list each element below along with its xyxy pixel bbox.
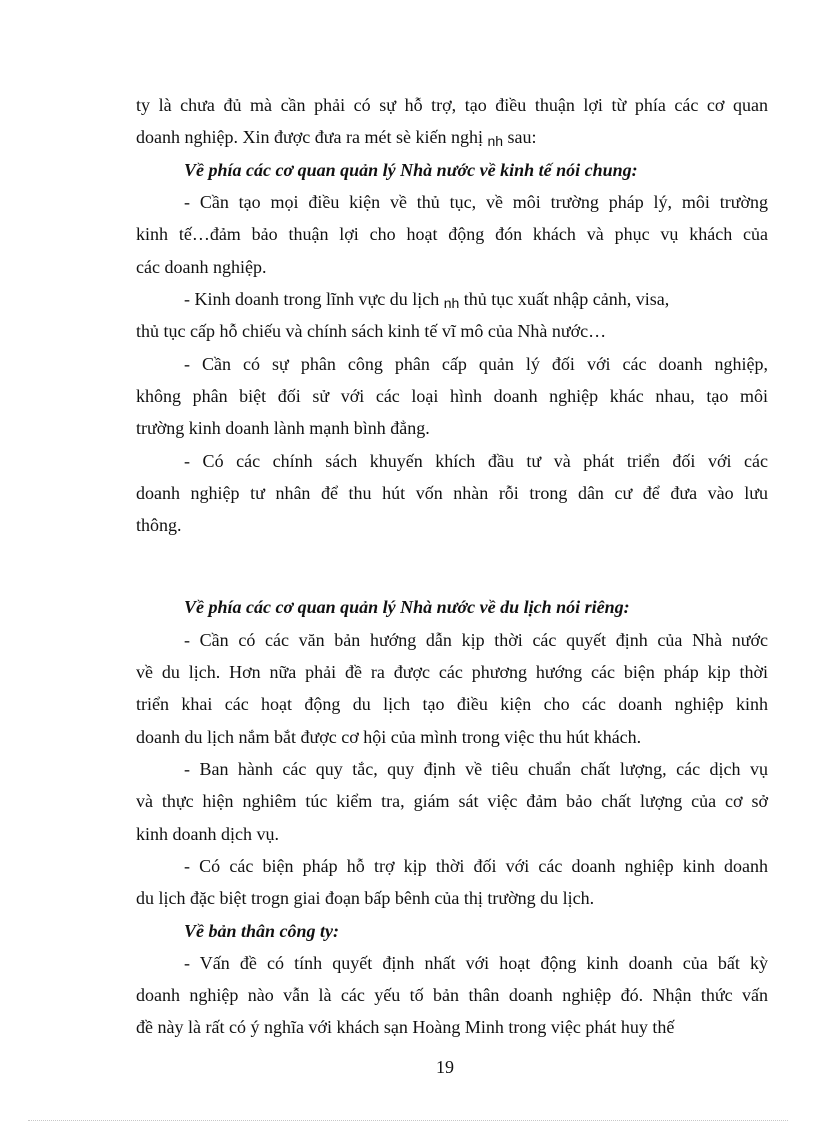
body-line: - Cần tạo mọi điều kiện về thủ tục, về môi trường pháp lý, môi trường bbox=[184, 192, 768, 212]
body-line: - Cần có sự phân công phân cấp quản lý đối với các doanh nghiệp, bbox=[184, 354, 768, 374]
body-line: không phân biệt đối sử với các loại hình doanh nghiệp khác nhau, tạo môi bbox=[136, 386, 768, 406]
body-line: doanh nghiệp tư nhân để thu hút vốn nhàn rỗi trong dân cư để đưa vào lưu bbox=[136, 483, 768, 503]
body-line: - Vấn đề có tính quyết định nhất với hoạt động kinh doanh của bất kỳ bbox=[184, 953, 768, 973]
body-line: - Có các biện pháp hỗ trợ kịp thời đối với các doanh nghiệp kinh doanh bbox=[184, 856, 768, 876]
body-line: - Cần có các văn bản hướng dẫn kịp thời các quyết định của Nhà nước bbox=[184, 630, 768, 650]
body-line: thông. bbox=[136, 515, 182, 535]
body-line: triển khai các hoạt động du lịch tạo điều kiện cho các doanh nghiệp kinh bbox=[136, 694, 768, 714]
body-line: kinh doanh dịch vụ. bbox=[136, 824, 279, 844]
body-line: về du lịch. Hơn nữa phải đề ra được các phương hướng các biện pháp kịp thời bbox=[136, 662, 768, 682]
footer-dotted-rule bbox=[28, 1120, 788, 1121]
stray-text-nh: nh bbox=[487, 133, 504, 149]
body-line: thủ tục cấp hỗ chiếu và chính sách kinh tế vĩ mô của Nhà nước… bbox=[136, 321, 607, 341]
page-number: 19 bbox=[436, 1057, 454, 1077]
body-line: du lịch đặc biệt trogn giai đoạn bấp bênh của thị trường du lịch. bbox=[136, 888, 595, 908]
body-line: các doanh nghiệp. bbox=[136, 257, 267, 277]
body-line: kinh tế…đảm bảo thuận lợi cho hoạt động đón khách và phục vụ khách của bbox=[136, 224, 768, 244]
body-line: và thực hiện nghiêm túc kiểm tra, giám sát việc đảm bảo chất lượng của cơ sở bbox=[136, 791, 768, 811]
section-heading-state-economy: Về phía các cơ quan quản lý Nhà nước về kinh tế nói chung: bbox=[184, 160, 638, 180]
body-line: - Có các chính sách khuyến khích đầu tư và phát triển đối với các bbox=[184, 451, 768, 471]
section-heading-state-tourism: Về phía các cơ quan quản lý Nhà nước về du lịch nói riêng: bbox=[184, 597, 630, 617]
body-line: - Ban hành các quy tắc, quy định về tiêu chuẩn chất lượng, các dịch vụ bbox=[184, 759, 768, 779]
section-heading-company: Về bản thân công ty: bbox=[184, 921, 340, 941]
body-line: đề này là rất có ý nghĩa với khách sạn Hoàng Minh trong việc phát huy thế bbox=[136, 1017, 675, 1037]
stray-text-nh: nh bbox=[443, 295, 460, 311]
body-line: doanh du lịch nắm bắt được cơ hội của mình trong việc thu hút khách. bbox=[136, 727, 642, 747]
body-line: ty là chưa đủ mà cần phải có sự hỗ trợ, tạo điều thuận lợi từ phía các cơ quan bbox=[136, 95, 768, 115]
body-line: - Kinh doanh trong lĩnh vực du lịch nh thủ tục xuất nhập cảnh, visa, bbox=[184, 289, 670, 311]
body-line: doanh nghiệp. Xin được đưa ra mét sè kiến nghị nh sau: bbox=[136, 127, 537, 149]
body-line: doanh nghiệp nào vẫn là các yếu tố bản thân doanh nghiệp đó. Nhận thức vấn bbox=[136, 985, 768, 1005]
body-line: trường kinh doanh lành mạnh bình đẳng. bbox=[136, 418, 430, 438]
